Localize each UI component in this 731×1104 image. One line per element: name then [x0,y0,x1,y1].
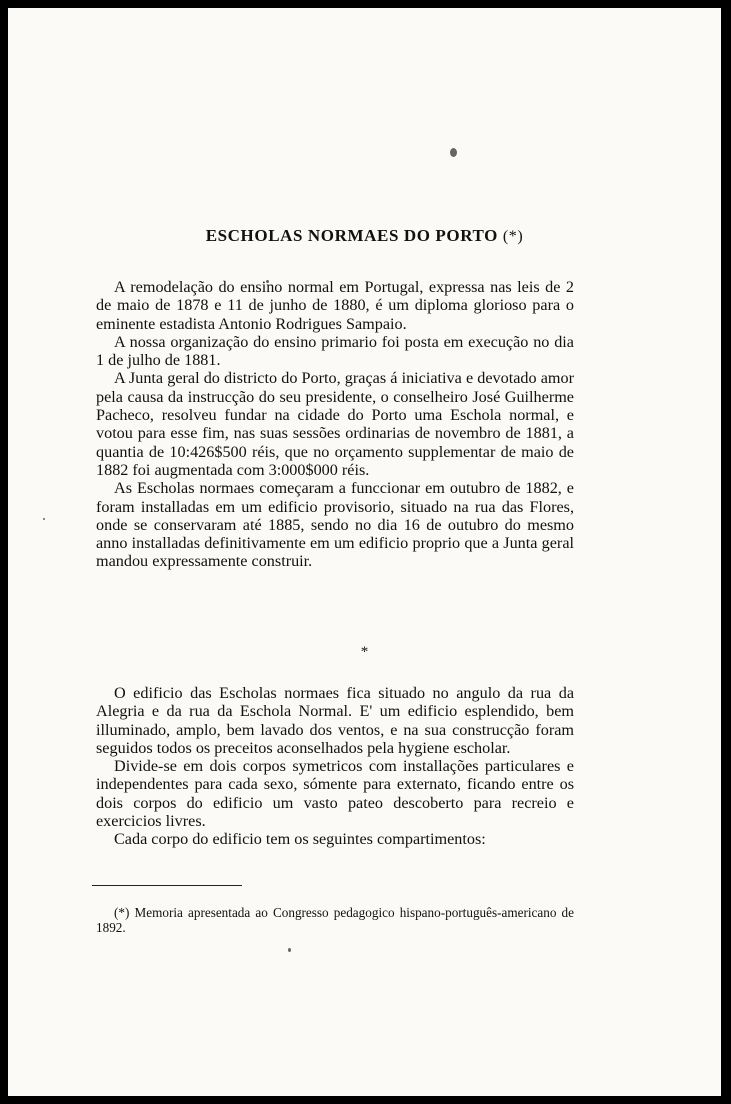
paragraph: O edificio das Escholas normaes fica situado no angulo da rua da Alegria e da rua da Eschola Normal. E' um edificio esplendido, bem illuminado, amplo, bem lavado dos ventos, e na sua construcção foram seguidos todos os preceitos aconselhados pela hygiene escholar. [96,684,574,757]
paragraph: A remodelação do ensino normal em Portugal, expressa nas leis de 2 de maio de 1878 e 11 de junho de 1880, é um diploma glorioso para o eminente estadista Antonio Rodrigues Sampaio. [96,278,574,333]
print-speck [450,148,457,157]
footnote-text: Memoria apresentada ao Congresso pedagogico hispano-português-americano de 1892. [96,905,574,935]
paragraph: Divide-se em dois corpos symetricos com installações particulares e independentes para cada sexo, sómente para externato, ficando entre os dois corpos do edificio um vasto pateo descoberto para recreio e exercicios livres. [96,757,574,831]
section-1 [96,278,574,571]
paragraph: A Junta geral do districto do Porto, graças á iniciativa e devotado amor pela causa da instrucção do seu presidente, o conselheiro José Guilherme Pacheco, resolveu fundar na cidade do Porto uma Eschola normal, e votou para esse fim, nas suas sessões ordinarias de novembro de 1881, a quantia de 10:426$500 réis, que no orçamento supplementar de maio de 1882 foi augmentada com 3:000$000 réis. [96,369,574,479]
footnote-rule [92,885,242,886]
print-speck [288,948,291,952]
title-text: ESCHOLAS NORMAES DO PORTO [205,226,498,245]
title-footnote-mark: (*) [502,228,524,245]
paragraph: Cada corpo do edificio tem os seguintes compartimentos: [114,830,486,849]
footnote-mark: (*) [114,905,130,920]
print-speck [43,518,45,520]
paragraph: As Escholas normaes começaram a funccionar em outubro de 1882, e foram installadas em um edificio provisorio, situado na rua das Flores, onde se conservaram até 1885, sendo no dia 16 de outubro do mesmo anno installadas definitivamente em um edificio proprio que a Junta geral mandou expressamente construir. [96,479,574,571]
page-title [8,226,721,246]
section-2 [96,684,574,849]
footnote [96,905,574,935]
section-separator: * [360,644,369,660]
paragraph: A nossa organização do ensino primario foi posta em execução no dia 1 de julho de 1881. [96,332,574,370]
document-page [8,8,721,1096]
